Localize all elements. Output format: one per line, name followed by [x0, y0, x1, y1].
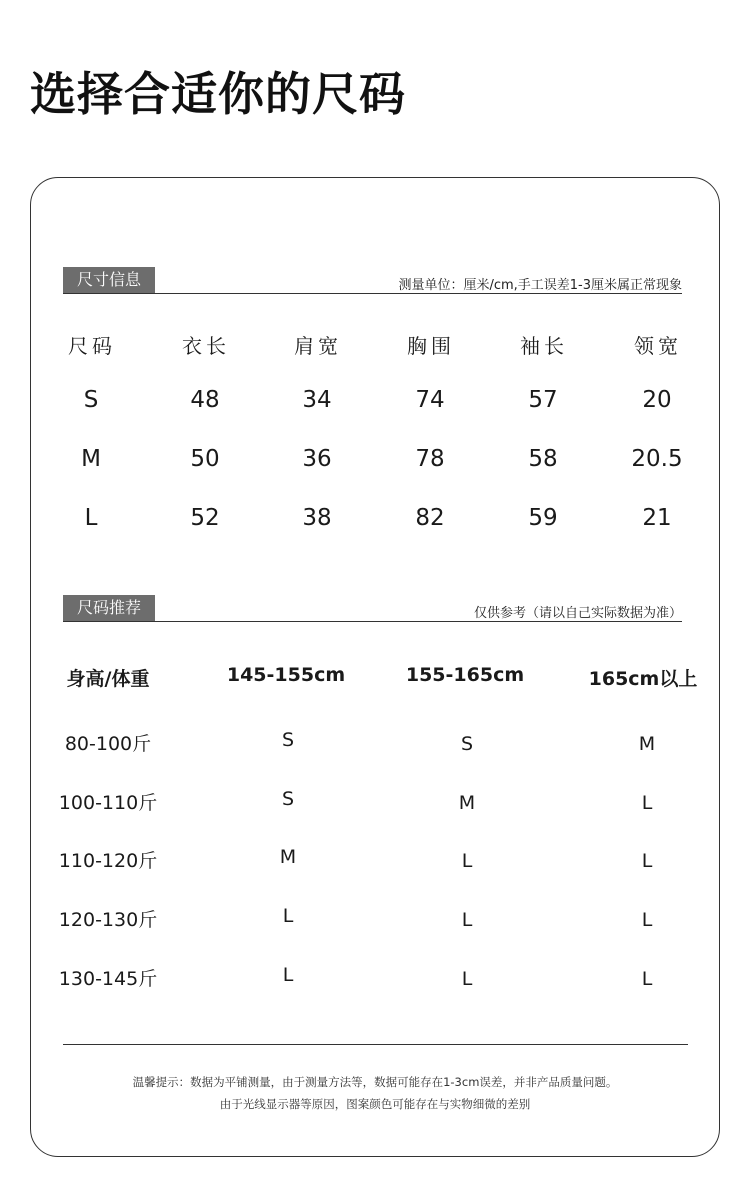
recommend-cell: M	[279, 846, 297, 868]
size-info-cell: 20.5	[631, 446, 683, 472]
size-info-header: 领宽	[634, 334, 682, 358]
recommend-cell: L	[282, 964, 294, 986]
size-info-cell: 59	[528, 505, 558, 531]
recommend-cell: 100-110斤	[58, 792, 158, 814]
recommend-cell: L	[461, 850, 473, 872]
recommend-cell: L	[641, 968, 653, 990]
size-info-header: 尺码	[68, 334, 116, 358]
size-info-cell: 78	[415, 446, 445, 472]
recommend-cell: 80-100斤	[64, 733, 152, 755]
recommend-cell: 120-130斤	[58, 909, 158, 931]
size-info-header: 肩宽	[294, 334, 342, 358]
recommend-cell: M	[458, 792, 476, 814]
size-info-cell: S	[83, 387, 99, 413]
size-info-cell: M	[81, 446, 101, 472]
recommend-header: 身高/体重	[66, 668, 150, 690]
size-info-cell: 57	[528, 387, 558, 413]
size-info-tag: 尺寸信息	[63, 267, 155, 293]
recommend-cell: 130-145斤	[58, 968, 158, 990]
size-info-cell: 48	[190, 387, 220, 413]
size-info-cell: 52	[190, 505, 220, 531]
size-info-header: 胸围	[407, 334, 455, 358]
recommend-header: 145-155cm	[226, 664, 346, 686]
recommend-header: 165cm以上	[588, 668, 698, 690]
size-info-divider	[63, 293, 682, 294]
size-info-cell: 34	[302, 387, 332, 413]
size-info-cell: 21	[642, 505, 672, 531]
page-title: 选择合适你的尺码	[30, 67, 406, 121]
size-info-header: 袖长	[520, 334, 568, 358]
size-info-cell: 82	[415, 505, 445, 531]
recommend-cell: 110-120斤	[58, 850, 158, 872]
recommend-header: 155-165cm	[405, 664, 525, 686]
recommend-cell: L	[461, 909, 473, 931]
size-info-cell: 50	[190, 446, 220, 472]
recommend-cell: L	[641, 792, 653, 814]
size-info-cell: 36	[302, 446, 332, 472]
recommend-cell: L	[641, 850, 653, 872]
footnote-color: 由于光线显示器等原因，图案颜色可能存在与实物细微的差别	[219, 1097, 531, 1111]
recommend-cell: M	[638, 733, 656, 755]
recommend-note: 仅供参考（请以自己实际数据为准）	[473, 606, 682, 621]
recommend-cell: S	[460, 733, 474, 755]
size-info-note: 测量单位：厘米/cm,手工误差1-3厘米属正常现象	[398, 278, 682, 293]
recommend-cell: S	[281, 729, 295, 751]
recommend-divider	[63, 621, 682, 622]
recommend-cell: L	[641, 909, 653, 931]
recommend-tag: 尺码推荐	[63, 595, 155, 621]
size-info-header: 衣长	[182, 334, 230, 358]
size-info-cell: 58	[528, 446, 558, 472]
footnote-measurement: 温馨提示：数据为平铺测量，由于测量方法等，数据可能存在1-3cm误差，并非产品质量问题。	[132, 1075, 618, 1089]
size-info-cell: 20	[642, 387, 672, 413]
footnote-divider	[63, 1044, 688, 1045]
recommend-cell: L	[461, 968, 473, 990]
recommend-cell: L	[282, 905, 294, 927]
size-info-cell: 38	[302, 505, 332, 531]
size-info-cell: L	[84, 505, 98, 531]
recommend-cell: S	[281, 788, 295, 810]
size-info-cell: 74	[415, 387, 445, 413]
